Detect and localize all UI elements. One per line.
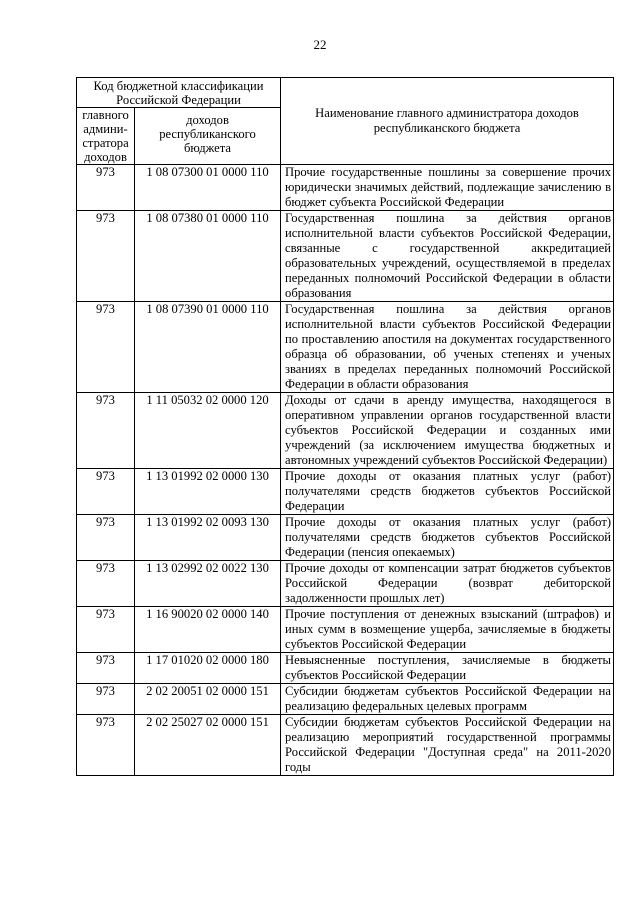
- table-row: [77, 165, 614, 211]
- income-code-cell: 1 17 01020 02 0000 180: [135, 653, 281, 684]
- page-number: 22: [313, 37, 327, 52]
- table-row: [77, 515, 614, 561]
- table-row: [77, 561, 614, 607]
- table-row: [77, 469, 614, 515]
- income-code-cell: 1 08 07300 01 0000 110: [135, 165, 281, 211]
- income-code-cell: 1 13 02992 02 0022 130: [135, 561, 281, 607]
- admin-code-cell: 973: [77, 393, 135, 469]
- income-code-cell: 1 08 07380 01 0000 110: [135, 211, 281, 302]
- income-code-cell: 2 02 25027 02 0000 151: [135, 715, 281, 776]
- admin-code-cell: 973: [77, 607, 135, 653]
- header-administrator-name: Наименование главного администратора доходов республиканского бюджета: [281, 78, 614, 165]
- admin-code-cell: 973: [77, 561, 135, 607]
- admin-code-cell: 973: [77, 515, 135, 561]
- income-name-cell: Прочие поступления от денежных взысканий (штрафов) и иных сумм в возмещение ущерба, зачисляемые в бюджеты субъектов Российской Федерации: [281, 607, 614, 653]
- admin-code-cell: 973: [77, 653, 135, 684]
- income-name-cell: Доходы от сдачи в аренду имущества, находящегося в оперативном управлении органов государственной власти субъектов Российской Федерации и созданных ими учреждений (за исключением имущества бюджетных и автономных учреждений субъектов Российской Федерации): [281, 393, 614, 469]
- income-code-cell: 1 08 07390 01 0000 110: [135, 302, 281, 393]
- budget-classification-table: [76, 77, 614, 776]
- table-row: [77, 715, 614, 776]
- admin-code-cell: 973: [77, 302, 135, 393]
- income-name-cell: Прочие доходы от оказания платных услуг (работ) получателями средств бюджетов субъектов Российской Федерации (пенсия опекаемых): [281, 515, 614, 561]
- income-name-cell: Субсидии бюджетам субъектов Российской Федерации на реализацию федеральных целевых программ: [281, 684, 614, 715]
- header-income-code: доходов республиканского бюджета: [135, 108, 281, 165]
- header-code-group: Код бюджетной классификации Российской Федерации: [77, 78, 281, 108]
- table-row: [77, 653, 614, 684]
- income-code-cell: 1 11 05032 02 0000 120: [135, 393, 281, 469]
- income-name-cell: Прочие доходы от оказания платных услуг (работ) получателями средств бюджетов субъектов Российской Федерации: [281, 469, 614, 515]
- income-code-cell: 1 13 01992 02 0093 130: [135, 515, 281, 561]
- admin-code-cell: 973: [77, 165, 135, 211]
- table-row: [77, 684, 614, 715]
- admin-code-cell: 973: [77, 715, 135, 776]
- table-row: [77, 302, 614, 393]
- admin-code-cell: 973: [77, 469, 135, 515]
- table-body: [77, 165, 614, 776]
- income-code-cell: 2 02 20051 02 0000 151: [135, 684, 281, 715]
- admin-code-cell: 973: [77, 684, 135, 715]
- income-name-cell: Прочие государственные пошлины за совершение прочих юридически значимых действий, подлежащие зачислению в бюджет субъекта Российской Федерации: [281, 165, 614, 211]
- income-code-cell: 1 16 90020 02 0000 140: [135, 607, 281, 653]
- income-name-cell: Государственная пошлина за действия органов исполнительной власти субъектов Российской Федерации по проставлению апостиля на документах государственного образца об образовании, об ученых степенях и ученых званиях в пределах переданных полномочий Российской Федерации в области образования: [281, 302, 614, 393]
- income-code-cell: 1 13 01992 02 0000 130: [135, 469, 281, 515]
- table-row: [77, 393, 614, 469]
- table-row: [77, 211, 614, 302]
- income-name-cell: Невыясненные поступления, зачисляемые в бюджеты субъектов Российской Федерации: [281, 653, 614, 684]
- income-name-cell: Субсидии бюджетам субъектов Российской Федерации на реализацию мероприятий государственной программы Российской Федерации "Доступная среда" на 2011-2020 годы: [281, 715, 614, 776]
- header-admin-code: главного админи-стратора доходов: [77, 108, 135, 165]
- income-name-cell: Государственная пошлина за действия органов исполнительной власти субъектов Российской Федерации, связанные с государственной аккредитацией образовательных учреждений, осуществляемой в пределах переданных полномочий Российской Федерации в области образования: [281, 211, 614, 302]
- admin-code-cell: 973: [77, 211, 135, 302]
- table-row: [77, 607, 614, 653]
- income-name-cell: Прочие доходы от компенсации затрат бюджетов субъектов Российской Федерации (возврат дебиторской задолженности прошлых лет): [281, 561, 614, 607]
